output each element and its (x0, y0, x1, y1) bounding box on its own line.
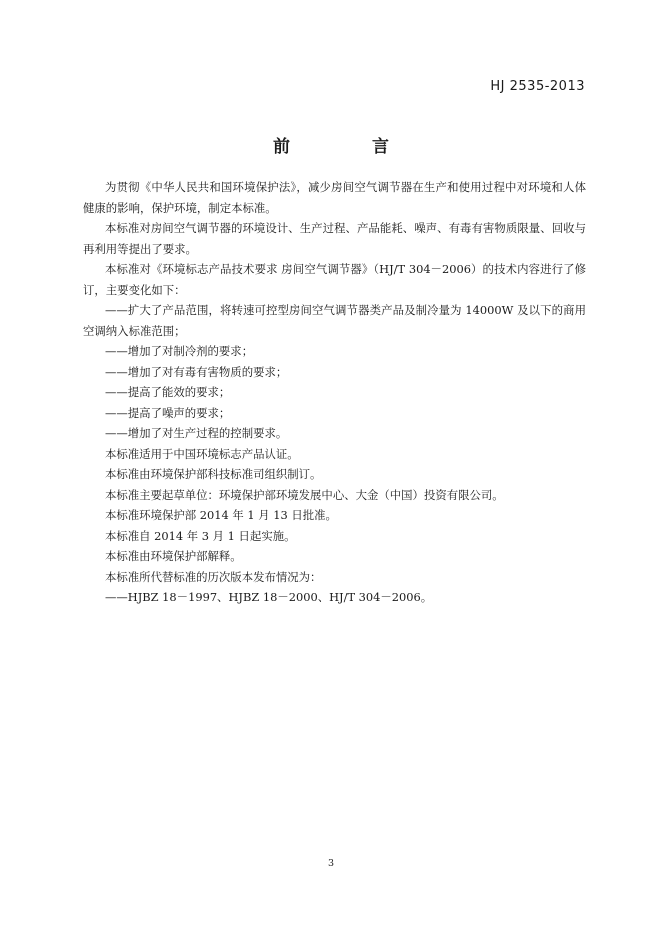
page-title: 前 言 (273, 137, 427, 157)
foreword-body (83, 177, 586, 608)
list-item-change: ——增加了对生产过程的控制要求。 (105, 426, 288, 440)
paragraph-effective-date: 本标准自 2014 年 3 月 1 日起实施。 (105, 528, 296, 543)
paragraph-revision: 本标准对《环境标志产品技术要求 房间空气调节器》（HJ/T 304－2006）的技术内容进行了修订，主要变化如下： (83, 262, 586, 297)
standard-code: HJ 2535-2013 (490, 79, 585, 94)
list-item-change: ——扩大了产品范围，将转速可控型房间空气调节器类产品及制冷量为 14000W 及以下的商用空调纳入标准范围； (83, 303, 586, 338)
list-item-change: ——增加了对制冷剂的要求； (105, 344, 254, 358)
paragraph-interpretation: 本标准由环境保护部解释。 (105, 549, 242, 563)
paragraph-history: 本标准所代替标准的历次版本发布情况为： (105, 569, 322, 584)
page-number: 3 (327, 858, 335, 869)
paragraph-purpose: 为贯彻《中华人民共和国环境保护法》，减少房间空气调节器在生产和使用过程中对环境和人体健康的影响，保护环境，制定本标准。 (83, 180, 586, 215)
paragraph-applicability: 本标准适用于中国环境标志产品认证。 (105, 446, 299, 461)
list-item-change: ——提高了能效的要求； (105, 385, 231, 399)
list-item-change: ——增加了对有毒有害物质的要求； (105, 364, 288, 379)
paragraph-drafters: 本标准主要起草单位：环境保护部环境发展中心、大金（中国）投资有限公司。 (105, 487, 504, 502)
list-item-change: ——提高了噪声的要求； (105, 405, 231, 420)
paragraph-scope: 本标准对房间空气调节器的环境设计、生产过程、产品能耗、噪声、有毒有害物质限量、回收与再利用等提出了要求。 (83, 221, 586, 256)
list-item-history: ——HJBZ 18－1997、HJBZ 18－2000、HJ/T 304－2006。 (105, 590, 433, 604)
paragraph-organizer: 本标准由环境保护部科技标准司组织制订。 (105, 467, 322, 481)
paragraph-approval: 本标准环境保护部 2014 年 1 月 13 日批准。 (105, 508, 337, 522)
